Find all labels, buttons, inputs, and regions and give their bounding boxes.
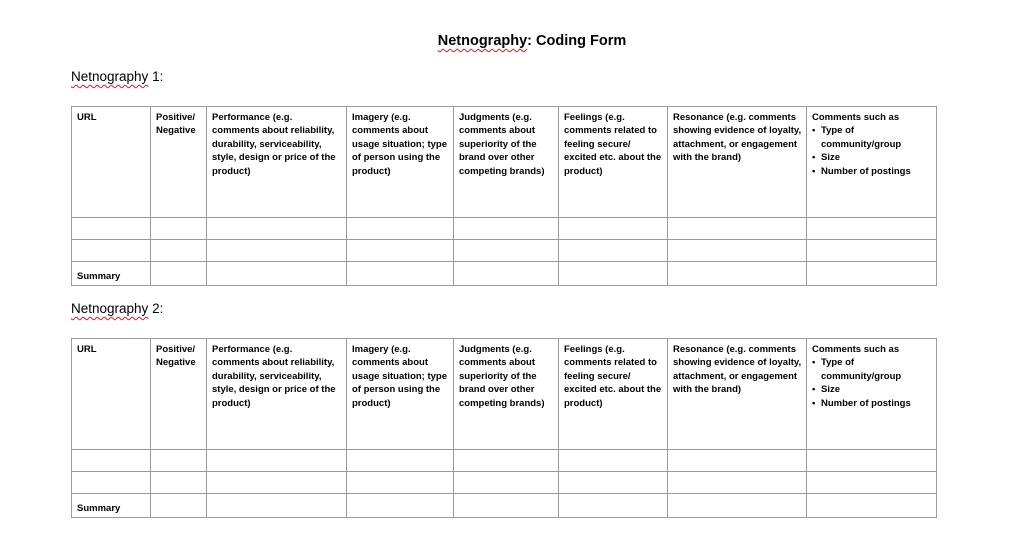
table-cell[interactable] bbox=[72, 240, 151, 262]
comments-item: • Size bbox=[812, 151, 932, 164]
table-row bbox=[72, 450, 937, 472]
header-positive-negative: Positive/ Negative bbox=[151, 107, 207, 218]
table-cell[interactable] bbox=[454, 472, 559, 494]
table-cell[interactable] bbox=[454, 450, 559, 472]
comments-title: Comments such as bbox=[812, 344, 900, 355]
table-cell[interactable] bbox=[151, 472, 207, 494]
table-cell[interactable] bbox=[668, 494, 807, 518]
table-cell[interactable] bbox=[151, 240, 207, 262]
coding-table-1 bbox=[71, 106, 937, 286]
comments-list bbox=[812, 124, 932, 178]
comments-item: • Size bbox=[812, 383, 932, 396]
header-comments bbox=[807, 107, 937, 218]
header-url: URL bbox=[72, 339, 151, 450]
table-cell[interactable] bbox=[347, 494, 454, 518]
table-cell[interactable] bbox=[207, 450, 347, 472]
header-imagery: Imagery (e.g. comments about usage situation; type of person using the product) bbox=[347, 339, 454, 450]
table-cell[interactable] bbox=[807, 472, 937, 494]
section-heading-word: Netnography bbox=[71, 69, 149, 84]
table-cell[interactable] bbox=[347, 472, 454, 494]
table-cell[interactable] bbox=[347, 262, 454, 286]
header-resonance: Resonance (e.g. comments showing evidence of loyalty, attachment, or engagement with the brand) bbox=[668, 107, 807, 218]
table-cell[interactable] bbox=[559, 494, 668, 518]
header-judgments: Judgments (e.g. comments about superiority of the brand over other competing brands) bbox=[454, 339, 559, 450]
table-cell[interactable] bbox=[559, 450, 668, 472]
table-cell[interactable] bbox=[72, 450, 151, 472]
header-row bbox=[72, 107, 937, 218]
table-cell[interactable] bbox=[151, 494, 207, 518]
table-cell[interactable] bbox=[454, 262, 559, 286]
header-comments bbox=[807, 339, 937, 450]
table-cell[interactable] bbox=[207, 472, 347, 494]
table-cell[interactable] bbox=[151, 218, 207, 240]
table-cell[interactable] bbox=[207, 240, 347, 262]
header-feelings: Feelings (e.g. comments related to feeling secure/ excited etc. about the product) bbox=[559, 107, 668, 218]
table-cell[interactable] bbox=[668, 262, 807, 286]
table-cell[interactable] bbox=[668, 240, 807, 262]
header-positive-negative: Positive/ Negative bbox=[151, 339, 207, 450]
section-heading-word: Netnography bbox=[71, 301, 149, 316]
table-cell[interactable] bbox=[347, 450, 454, 472]
table-cell[interactable] bbox=[72, 218, 151, 240]
title-word: Netnography bbox=[437, 33, 528, 49]
table-cell[interactable] bbox=[151, 262, 207, 286]
table-cell[interactable] bbox=[454, 494, 559, 518]
table-cell[interactable] bbox=[559, 218, 668, 240]
table-cell[interactable] bbox=[559, 262, 668, 286]
table-row bbox=[72, 472, 937, 494]
table-cell[interactable] bbox=[559, 240, 668, 262]
summary-label: Summary bbox=[72, 494, 151, 518]
section-heading-rest: 1: bbox=[148, 69, 164, 84]
table-cell[interactable] bbox=[668, 218, 807, 240]
comments-item: • Number of postings bbox=[812, 165, 932, 178]
header-row bbox=[72, 339, 937, 450]
table-cell[interactable] bbox=[207, 218, 347, 240]
table-cell[interactable] bbox=[207, 262, 347, 286]
header-judgments: Judgments (e.g. comments about superiority of the brand over other competing brands) bbox=[454, 107, 559, 218]
table-cell[interactable] bbox=[151, 450, 207, 472]
header-resonance: Resonance (e.g. comments showing evidence of loyalty, attachment, or engagement with the brand) bbox=[668, 339, 807, 450]
table-row bbox=[72, 240, 937, 262]
coding-table-2 bbox=[71, 338, 937, 518]
summary-row bbox=[72, 262, 937, 286]
comments-title: Comments such as bbox=[812, 112, 900, 123]
table-cell[interactable] bbox=[347, 240, 454, 262]
page-title bbox=[0, 33, 1024, 49]
header-url: URL bbox=[72, 107, 151, 218]
table-cell[interactable] bbox=[207, 494, 347, 518]
summary-label: Summary bbox=[72, 262, 151, 286]
section-heading-rest: 2: bbox=[148, 301, 164, 316]
table-cell[interactable] bbox=[454, 240, 559, 262]
summary-row bbox=[72, 494, 937, 518]
section-heading-2 bbox=[71, 301, 163, 316]
comments-item: • Number of postings bbox=[812, 397, 932, 410]
table-row bbox=[72, 218, 937, 240]
table-cell[interactable] bbox=[668, 472, 807, 494]
table-cell[interactable] bbox=[72, 472, 151, 494]
table-cell[interactable] bbox=[668, 450, 807, 472]
header-performance: Performance (e.g. comments about reliability, durability, serviceability, style, design or price of the product) bbox=[207, 339, 347, 450]
header-feelings: Feelings (e.g. comments related to feeling secure/ excited etc. about the product) bbox=[559, 339, 668, 450]
header-performance: Performance (e.g. comments about reliability, durability, serviceability, style, design or price of the product) bbox=[207, 107, 347, 218]
title-rest: : Coding Form bbox=[527, 33, 627, 49]
table-cell[interactable] bbox=[559, 472, 668, 494]
comments-item: • Type of community/group bbox=[812, 124, 932, 151]
table-cell[interactable] bbox=[807, 450, 937, 472]
table-cell[interactable] bbox=[807, 240, 937, 262]
comments-list bbox=[812, 356, 932, 410]
table-cell[interactable] bbox=[807, 262, 937, 286]
table-cell[interactable] bbox=[454, 218, 559, 240]
table-cell[interactable] bbox=[807, 218, 937, 240]
section-heading-1 bbox=[71, 69, 163, 84]
table-cell[interactable] bbox=[807, 494, 937, 518]
header-imagery: Imagery (e.g. comments about usage situation; type of person using the product) bbox=[347, 107, 454, 218]
comments-item: • Type of community/group bbox=[812, 356, 932, 383]
table-cell[interactable] bbox=[347, 218, 454, 240]
